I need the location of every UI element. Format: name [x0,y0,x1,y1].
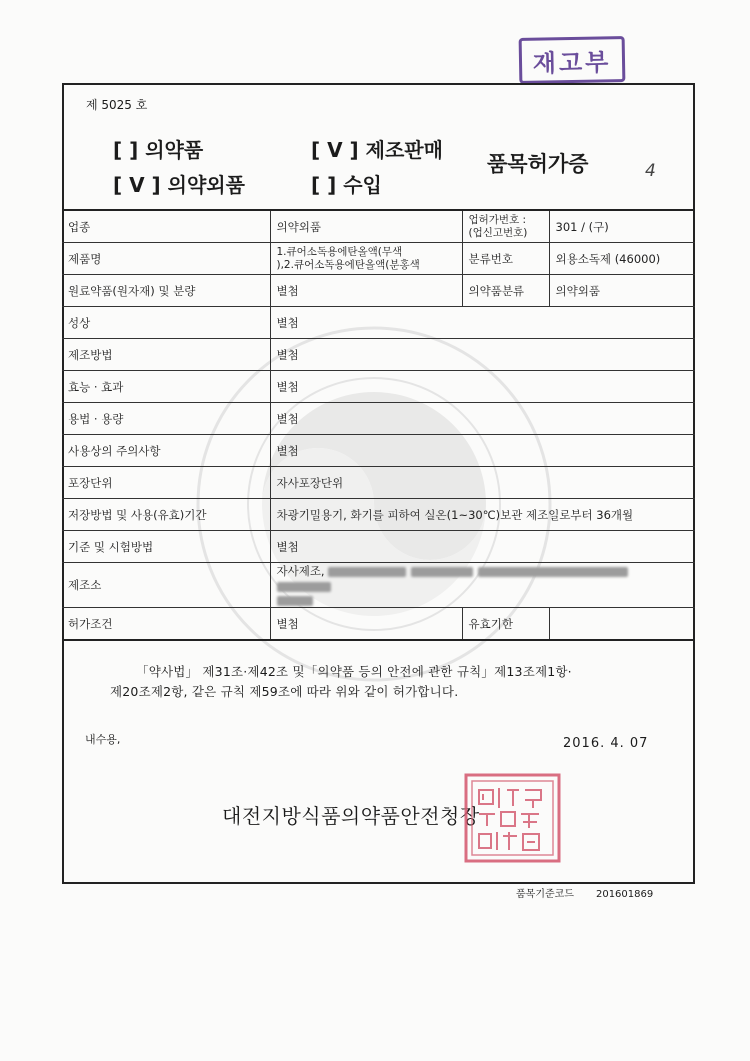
table-row [62,403,695,435]
cell-text: 제조방법 [68,347,113,362]
product-standard-code [516,885,653,900]
cell-text: 기준 및 시험방법 [68,539,154,554]
field-label [462,275,549,307]
field-label [62,371,270,403]
cell-text: 외용소독제 (46000) [555,251,661,266]
field-label [62,307,270,339]
field-value [549,243,695,275]
field-label [462,210,549,243]
issue-date: 2016. 4. 07 [563,736,649,751]
field-label [62,339,270,371]
field-value [549,608,695,641]
field-value [549,275,695,307]
field-label [62,435,270,467]
type-pharmaceutical: [ ] 의약품 [113,138,204,162]
table-row [62,608,695,641]
redaction-block [478,567,628,577]
field-label [62,563,270,608]
field-value [270,608,462,641]
approval-statement [110,662,572,702]
table-row [62,210,695,243]
field-value [270,403,695,435]
table-row [62,307,695,339]
type-import: [ ] 수입 [311,173,382,197]
table-row [62,435,695,467]
field-value [270,339,695,371]
field-label [62,210,270,243]
redaction-block [277,582,331,592]
cell-text: 별첨 [276,283,299,298]
cell-line: 업허가번호 : [468,213,527,226]
product-type-checkboxes [113,133,509,203]
cell-text: 사용상의 주의사항 [68,443,161,458]
field-value [270,435,695,467]
cell-text: 별첨 [276,539,299,554]
table-row [62,243,695,275]
type-row-1 [113,133,509,168]
field-value [270,371,695,403]
cell-text: 제조소 [68,578,102,592]
statement-line-2: 제20조제2항, 같은 규칙 제59조에 따라 위와 같이 허가합니다. [110,684,459,699]
field-label [62,467,270,499]
cell-text: 성상 [68,315,91,330]
field-value [270,275,462,307]
certificate-number: 제 5025 호 [86,98,148,112]
table-row [62,563,695,608]
field-label [62,403,270,435]
field-value [549,210,695,243]
cell-text: 제품명 [68,251,102,266]
cell-text: 포장단위 [68,475,113,490]
cell-text: 별첨 [276,379,299,394]
cell-text: 별첨 [276,347,299,362]
official-seal-stamp [463,772,562,864]
field-label [62,608,270,641]
table-row [62,339,695,371]
table-row [62,275,695,307]
cell-text: 허가조건 [68,616,113,631]
table-row [62,467,695,499]
cell-text: 301 / (구) [555,219,609,234]
field-value [270,467,695,499]
redaction-block [411,567,473,577]
cell-line: ),2.큐어소독용에탄올액(분홍색 [276,258,420,271]
cell-text: 의약외품 [555,283,600,298]
cell-text: 업종 [68,219,91,234]
cell-text: 별첨 [276,616,299,631]
type-manufacture-sale: [ V ] 제조판매 [311,138,443,162]
cell-text: 분류번호 [468,251,513,266]
document-title: 품목허가증 [487,152,589,176]
product-info-table [62,209,695,641]
cell-text: 별첨 [276,411,299,426]
redaction-line [277,593,690,607]
field-label [62,499,270,531]
table-row [62,499,695,531]
cell-text: 유효기한 [468,616,513,631]
field-value [270,210,462,243]
field-label [62,243,270,275]
handwritten-mark: 4 [645,161,656,181]
field-value [270,243,462,275]
field-value [270,499,695,531]
cell-text: 저장방법 및 사용(유효)기간 [68,507,207,522]
statement-line-1: 「약사법」 제31조·제42조 및「의약품 등의 안전에 관한 규칙」제13조제1항· [136,664,572,679]
cell-text: 의약외품 [276,219,321,234]
type-row-2 [113,168,509,203]
table-row [62,531,695,563]
cell-text: 원료약품(원자재) 및 분량 [68,283,196,298]
code-value: 201601869 [595,889,654,900]
cell-text: 용법 · 용량 [68,411,124,426]
redaction-block [328,567,406,577]
table-row [62,371,695,403]
cell-text: 별첨 [276,315,299,330]
cell-text: 자사제조, [276,564,329,578]
type-quasi-drug: [ V ] 의약외품 [113,173,245,197]
field-label [62,531,270,563]
field-value [270,307,695,339]
cell-text: 자사포장단위 [276,475,344,490]
cell-text: 의약품분류 [468,283,525,298]
issuing-authority: 대전지방식품의약품안전청장 [222,804,480,828]
internal-use-note: 내수용, [85,733,121,746]
cell-text: 별첨 [276,443,299,458]
cell-line: (업신고번호) [468,226,528,239]
field-value [270,563,695,608]
reinventory-stamp: 재고부 [519,36,626,84]
cell-line: 1.큐어소독용에탄올액(무색 [276,245,403,258]
field-label [462,608,549,641]
redaction-block [277,596,313,606]
field-label [62,275,270,307]
code-label: 품목기준코드 [516,889,574,900]
cell-text: 효능 · 효과 [68,379,124,394]
field-label [462,243,549,275]
cell-text: 차광기밀용기, 화기를 피하여 실온(1~30℃)보관 제조일로부터 36개월 [276,507,634,522]
field-value [270,531,695,563]
